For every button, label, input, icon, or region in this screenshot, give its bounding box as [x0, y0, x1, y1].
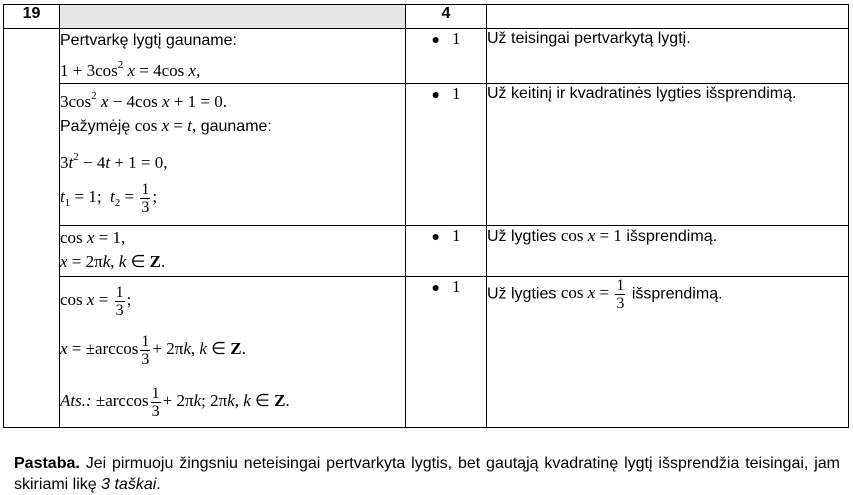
fraction: $\frac{1}{3}$	[141, 332, 150, 368]
bullet-icon: ●	[431, 88, 440, 103]
fraction: $\frac{1}{3}$	[616, 277, 625, 312]
point-value: 1	[451, 84, 461, 103]
points-total: 4	[406, 5, 487, 29]
fraction: $\frac{1}{3}$	[151, 384, 160, 420]
point-cell	[406, 226, 487, 277]
equation: cos x = 1,	[60, 228, 126, 247]
bullet-icon: ●	[431, 33, 440, 48]
header-solution-cell	[60, 5, 406, 29]
solution-cell	[60, 84, 406, 226]
equation: x = ±arccos $\frac{1}{3}$ + 2πk, k ∈ Z.	[60, 332, 246, 368]
comment-cell: Už lygties cos x = $\frac{1}{3}$ išsprendimą.	[487, 277, 849, 428]
note-text: Jei pirmuoju žingsniu neteisingai pertvarkyta lygtis, bet gautąją kvadratinę lygtį išsprendžia teisingai, jam skiriami likę	[14, 455, 841, 493]
solution-cell	[60, 277, 406, 428]
substitution-line: Pažymėję cos x = t, gauname:	[60, 116, 272, 135]
table-row	[4, 277, 849, 428]
note-emphasis: 3 taškai	[101, 476, 157, 493]
comment-cell	[487, 29, 849, 84]
comment-text: Už teisingai pertvarkytą lygtį.	[487, 30, 691, 47]
equation: $3\cos^2$ x − 4cos x + 1 = 0.	[60, 90, 227, 111]
header-row	[4, 5, 849, 29]
comment-text: išsprendimą.	[626, 228, 718, 245]
solution-cell	[60, 29, 406, 84]
solution-text: Pažymėję	[60, 118, 131, 135]
point-cell	[406, 29, 487, 84]
fraction: $\frac{1}{3}$	[115, 283, 124, 319]
point-value: 1	[451, 226, 461, 245]
equation: $1 + 3\cos^2$ x = 4cos x,	[60, 59, 201, 80]
fraction: $\frac{1}{3}$	[141, 180, 150, 216]
equation: cos x = $\frac{1}{3}$ ;	[60, 283, 132, 319]
bullet-icon: ●	[431, 230, 440, 245]
point-cell	[406, 277, 487, 428]
table-row	[4, 29, 849, 84]
comment-text: išsprendimą.	[631, 285, 723, 303]
note-paragraph	[14, 453, 840, 495]
solution-cell	[60, 226, 406, 277]
point-value: 1	[451, 29, 461, 48]
solution-text: Pertvarkę lygtį gauname:	[60, 32, 237, 49]
answer-label: Ats.:	[60, 391, 92, 410]
table-row	[4, 226, 849, 277]
grading-table	[3, 4, 849, 428]
note-label: Pastaba.	[14, 455, 80, 472]
note-end: .	[156, 476, 161, 493]
equation: $t_1 = 1$; $t_2$ = $\frac{1}{3}$ ;	[60, 180, 158, 216]
comment-text: Už keitinį ir kvadratinės lygties išsprendimą.	[487, 85, 797, 102]
bullet-icon: ●	[431, 281, 440, 296]
comment-text: Už lygties	[487, 285, 557, 303]
comment-cell: Už lygties cos x = 1 išsprendimą.	[487, 226, 849, 277]
answer-line: Ats.: ±arccos $\frac{1}{3}$ + 2πk; 2πk, k ∈ Z.	[60, 384, 290, 420]
header-comment-cell	[487, 5, 849, 29]
table-row	[4, 84, 849, 226]
comment-text: Už lygties	[487, 228, 557, 245]
equation: x = 2πk, k ∈ Z.	[60, 252, 166, 271]
comment-cell	[487, 84, 849, 226]
point-value: 1	[451, 277, 461, 296]
task-number: 19	[4, 5, 60, 29]
equation: $3t^2 - 4t + 1 = 0$,	[60, 151, 168, 172]
solution-text: gauname:	[200, 118, 272, 135]
point-cell	[406, 84, 487, 226]
task-number-spacer	[4, 29, 60, 428]
